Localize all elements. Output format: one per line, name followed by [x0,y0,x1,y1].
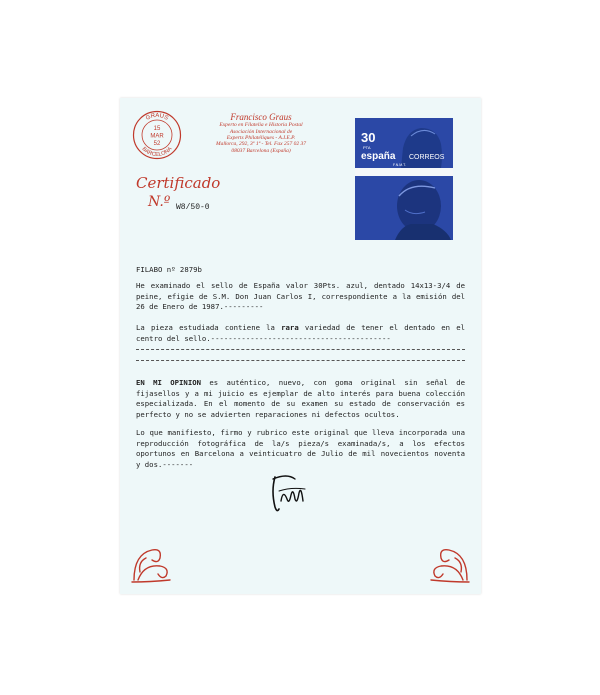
variety-text-start: La pieza estudiada contiene la [136,323,282,332]
certificate-title: Certificado [136,174,221,192]
stamp-photo [355,118,453,240]
perforation-gap [355,168,453,176]
seal-bottom-text: BARCELONA [140,146,174,159]
letterhead-line: 08037 Barcelona (España) [231,147,291,154]
stamp-upper-half [355,118,453,168]
right-flourish-icon [426,544,471,584]
opinion-text: es auténtico, nuevo, con goma original sin señal de fijasellos y a mi juicio es ejemplar de alto interés para buena colección especializada. En el momento de su examen su estado de conservación es perfecto y no se advierten reparaciones ni defectos ocultos. [136,378,465,419]
signature-icon [265,471,313,515]
letterhead-line: Mallorca, 292, 3º 1ª - Tel. Fax 257 02 37 [216,141,306,148]
expert-name: Francisco Graus [230,112,292,122]
letterhead-line: Experto en Filatelia e Historia Postal [219,122,303,129]
separator-line [136,360,465,361]
letterhead-line: Experts Philatéliques - A.I.E.P. [226,134,296,141]
left-flourish-icon [130,544,175,584]
stamp-lower-half [355,176,453,240]
opinion-heading: EN MI OPINION [136,378,202,387]
king-portrait-icon [355,176,453,240]
rare-emphasis: rara [281,323,299,332]
graus-seal-icon [132,110,182,160]
certificate-number: W8/50-0 [176,203,210,212]
stamp-country: españa [361,151,396,162]
variety-paragraph [136,323,465,344]
separator-line [136,349,465,350]
closing-paragraph: Lo que manifiesto, firmo y rubrico este original que lleva incorporada una reproducción fotográfica de la/s pieza/s examinada/s, a los efectos oportunos en Barcelona a veinticuatro de Julio de mil novecientos noventa y dos.------- [136,428,465,469]
opinion-paragraph [136,378,465,420]
expert-letterhead [186,112,336,154]
number-prefix: N.º [148,194,171,210]
seal-top-text: GRAUS [145,112,170,122]
seal-month: MAR [150,133,164,140]
seal-year: 52 [153,141,161,147]
stamp-value: 30 [361,130,376,145]
catalogue-reference: FILABO nº 2879b [136,265,202,274]
seal-day: 15 [153,126,161,132]
stamp-service: CORREOS [409,154,445,161]
stamp-currency: PTA [363,145,371,150]
letterhead-line: Asociación Internacional de [229,128,293,135]
stamp-printer: F.N.M.T. [393,163,406,167]
certificate-card [120,98,481,594]
svg-text:GRAUS [145,113,169,122]
variety-text-end: variedad de tener el dentado en el centro del sello.----------------------------------------- [136,323,466,343]
examination-paragraph: He examinado el sello de España valor 30Pts. azul, dentado 14x13-3/4 de peine, efigie de S.M. Don Juan Carlos I, correspondiente a la emisión del 26 de Enero de 1987.--------- [136,281,465,311]
